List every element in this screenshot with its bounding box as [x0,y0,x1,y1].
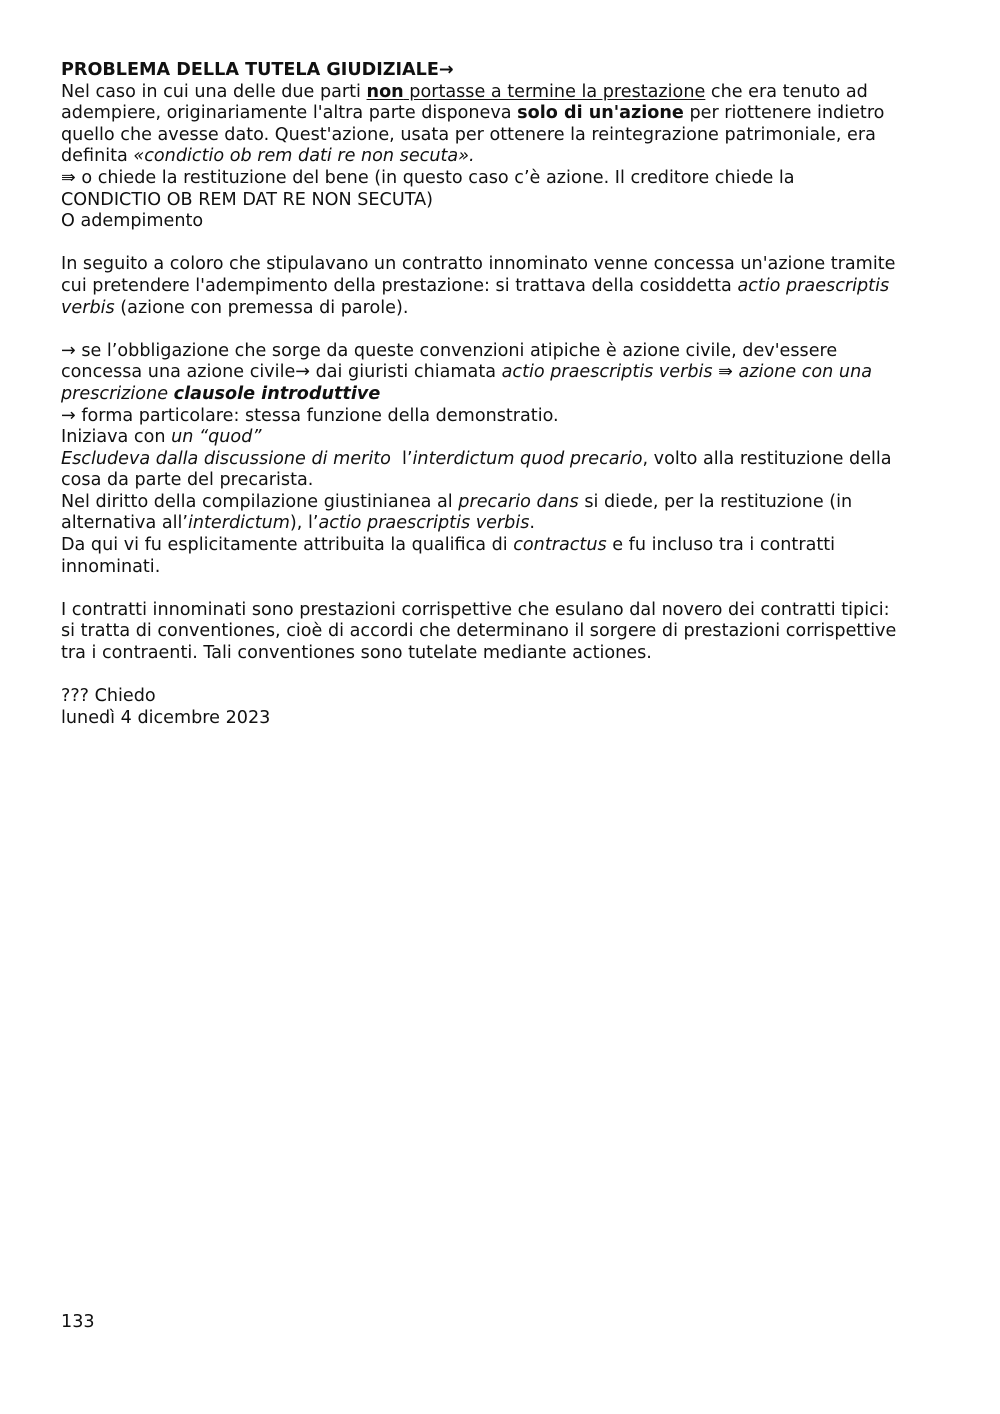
paragraph-line [61,492,946,514]
spacer [61,578,946,600]
text-span: Iniziava con [61,427,172,448]
date-line: lunedì 4 dicembre 2023 [61,707,271,728]
paragraph-line [61,276,946,298]
bold-italic-text: clausole introduttive [173,383,381,404]
spacer [61,665,946,687]
paragraph-line: → forma particolare: stessa funzione della demonstratio. [61,405,559,426]
paragraph-line: quello che avesse dato. Quest'azione, usata per ottenere la reintegrazione patrimoniale, era [61,124,876,145]
paragraph-line [61,103,946,125]
bold-text: solo di un'azione [517,103,684,124]
paragraph-line [61,427,946,449]
spacer [61,233,946,255]
italic-text: interdictum [187,513,290,534]
text-span: , volto alla restituzione della [642,448,892,469]
underlined-text: portasse a termine la prestazione [403,81,706,102]
italic-text: actio praescriptis verbis [318,513,530,534]
paragraph-line: O adempimento [61,211,204,232]
italic-text: «condictio ob rem dati re non secuta». [133,146,475,167]
text-span: si diede, per la restituzione (in [578,491,853,512]
text-span: Da qui vi fu esplicitamente attribuita la qualifica di [61,535,514,556]
text-span: (azione con premessa di parole). [114,297,409,318]
paragraph-line: In seguito a coloro che stipulavano un contratto innominato venne concessa un'azione tramite [61,254,896,275]
paragraph-line: innominati. [61,556,161,577]
italic-text: contractus [513,535,607,556]
text-span: e fu incluso tra i contratti [606,535,836,556]
paragraph-line [61,82,946,104]
italic-text: verbis [61,297,115,318]
text-span: concessa una azione civile→ dai giuristi chiamata [61,362,502,383]
paragraph-line [61,146,946,168]
emphasis-non: non [366,81,404,102]
italic-text: interdictum quod precario [412,448,643,469]
paragraph-line [61,535,946,557]
text-span: Nel caso in cui una delle due parti [61,81,367,102]
text-span: definita [61,146,134,167]
text-span: adempiere, originariamente l'altra parte disponeva [61,103,518,124]
paragraph-line [61,449,946,471]
text-span: che era tenuto ad [705,81,868,102]
paragraph-line: ⇛ o chiede la restituzione del bene (in questo caso c’è azione. Il creditore chiede la [61,167,795,188]
paragraph-line [61,384,946,406]
text-span: Nel diritto della compilazione giustinianea al [61,491,459,512]
text-span: per riottenere indietro [683,103,885,124]
italic-text: actio praescriptis verbis ⇛ azione con una [501,362,873,383]
text-span: ), l’ [289,513,319,534]
text-span: cui pretendere l'adempimento della prestazione: si trattava della cosiddetta [61,275,738,296]
italic-text: Escludeva dalla discussione di merito [61,448,391,469]
text-span: alternativa all’ [61,513,188,534]
paragraph-line: CONDICTIO OB REM DAT RE NON SECUTA) [61,189,433,210]
italic-text: precario dans [458,491,579,512]
page-number: 133 [61,1312,95,1332]
paragraph-line: si tratta di conventiones, cioè di accordi che determinano il sorgere di prestazioni corrispettive [61,621,897,642]
paragraph-line [61,513,946,535]
italic-text: prescrizione [61,383,174,404]
arrow-right-icon: → [438,60,454,80]
spacer [61,319,946,341]
heading-text: PROBLEMA DELLA TUTELA GIUDIZIALE [61,60,439,80]
paragraph-line: tra i contraenti. Tali conventiones sono tutelate mediante actiones. [61,643,652,664]
italic-text: actio praescriptis [737,275,890,296]
text-span: l’ [390,448,413,469]
italic-text: un “quod” [171,427,262,448]
paragraph-line: cosa da parte del precarista. [61,470,314,491]
document-body [61,60,946,729]
paragraph-line [61,298,946,320]
paragraph-line: → se l’obbligazione che sorge da queste convenzioni atipiche è azione civile, dev'essere [61,340,838,361]
paragraph-line: I contratti innominati sono prestazioni corrispettive che esulano dal novero dei contratti tipici: [61,599,890,620]
text-span: . [529,513,536,534]
paragraph-line [61,362,946,384]
note-line: ??? Chiedo [61,686,156,707]
section-heading [61,60,946,82]
